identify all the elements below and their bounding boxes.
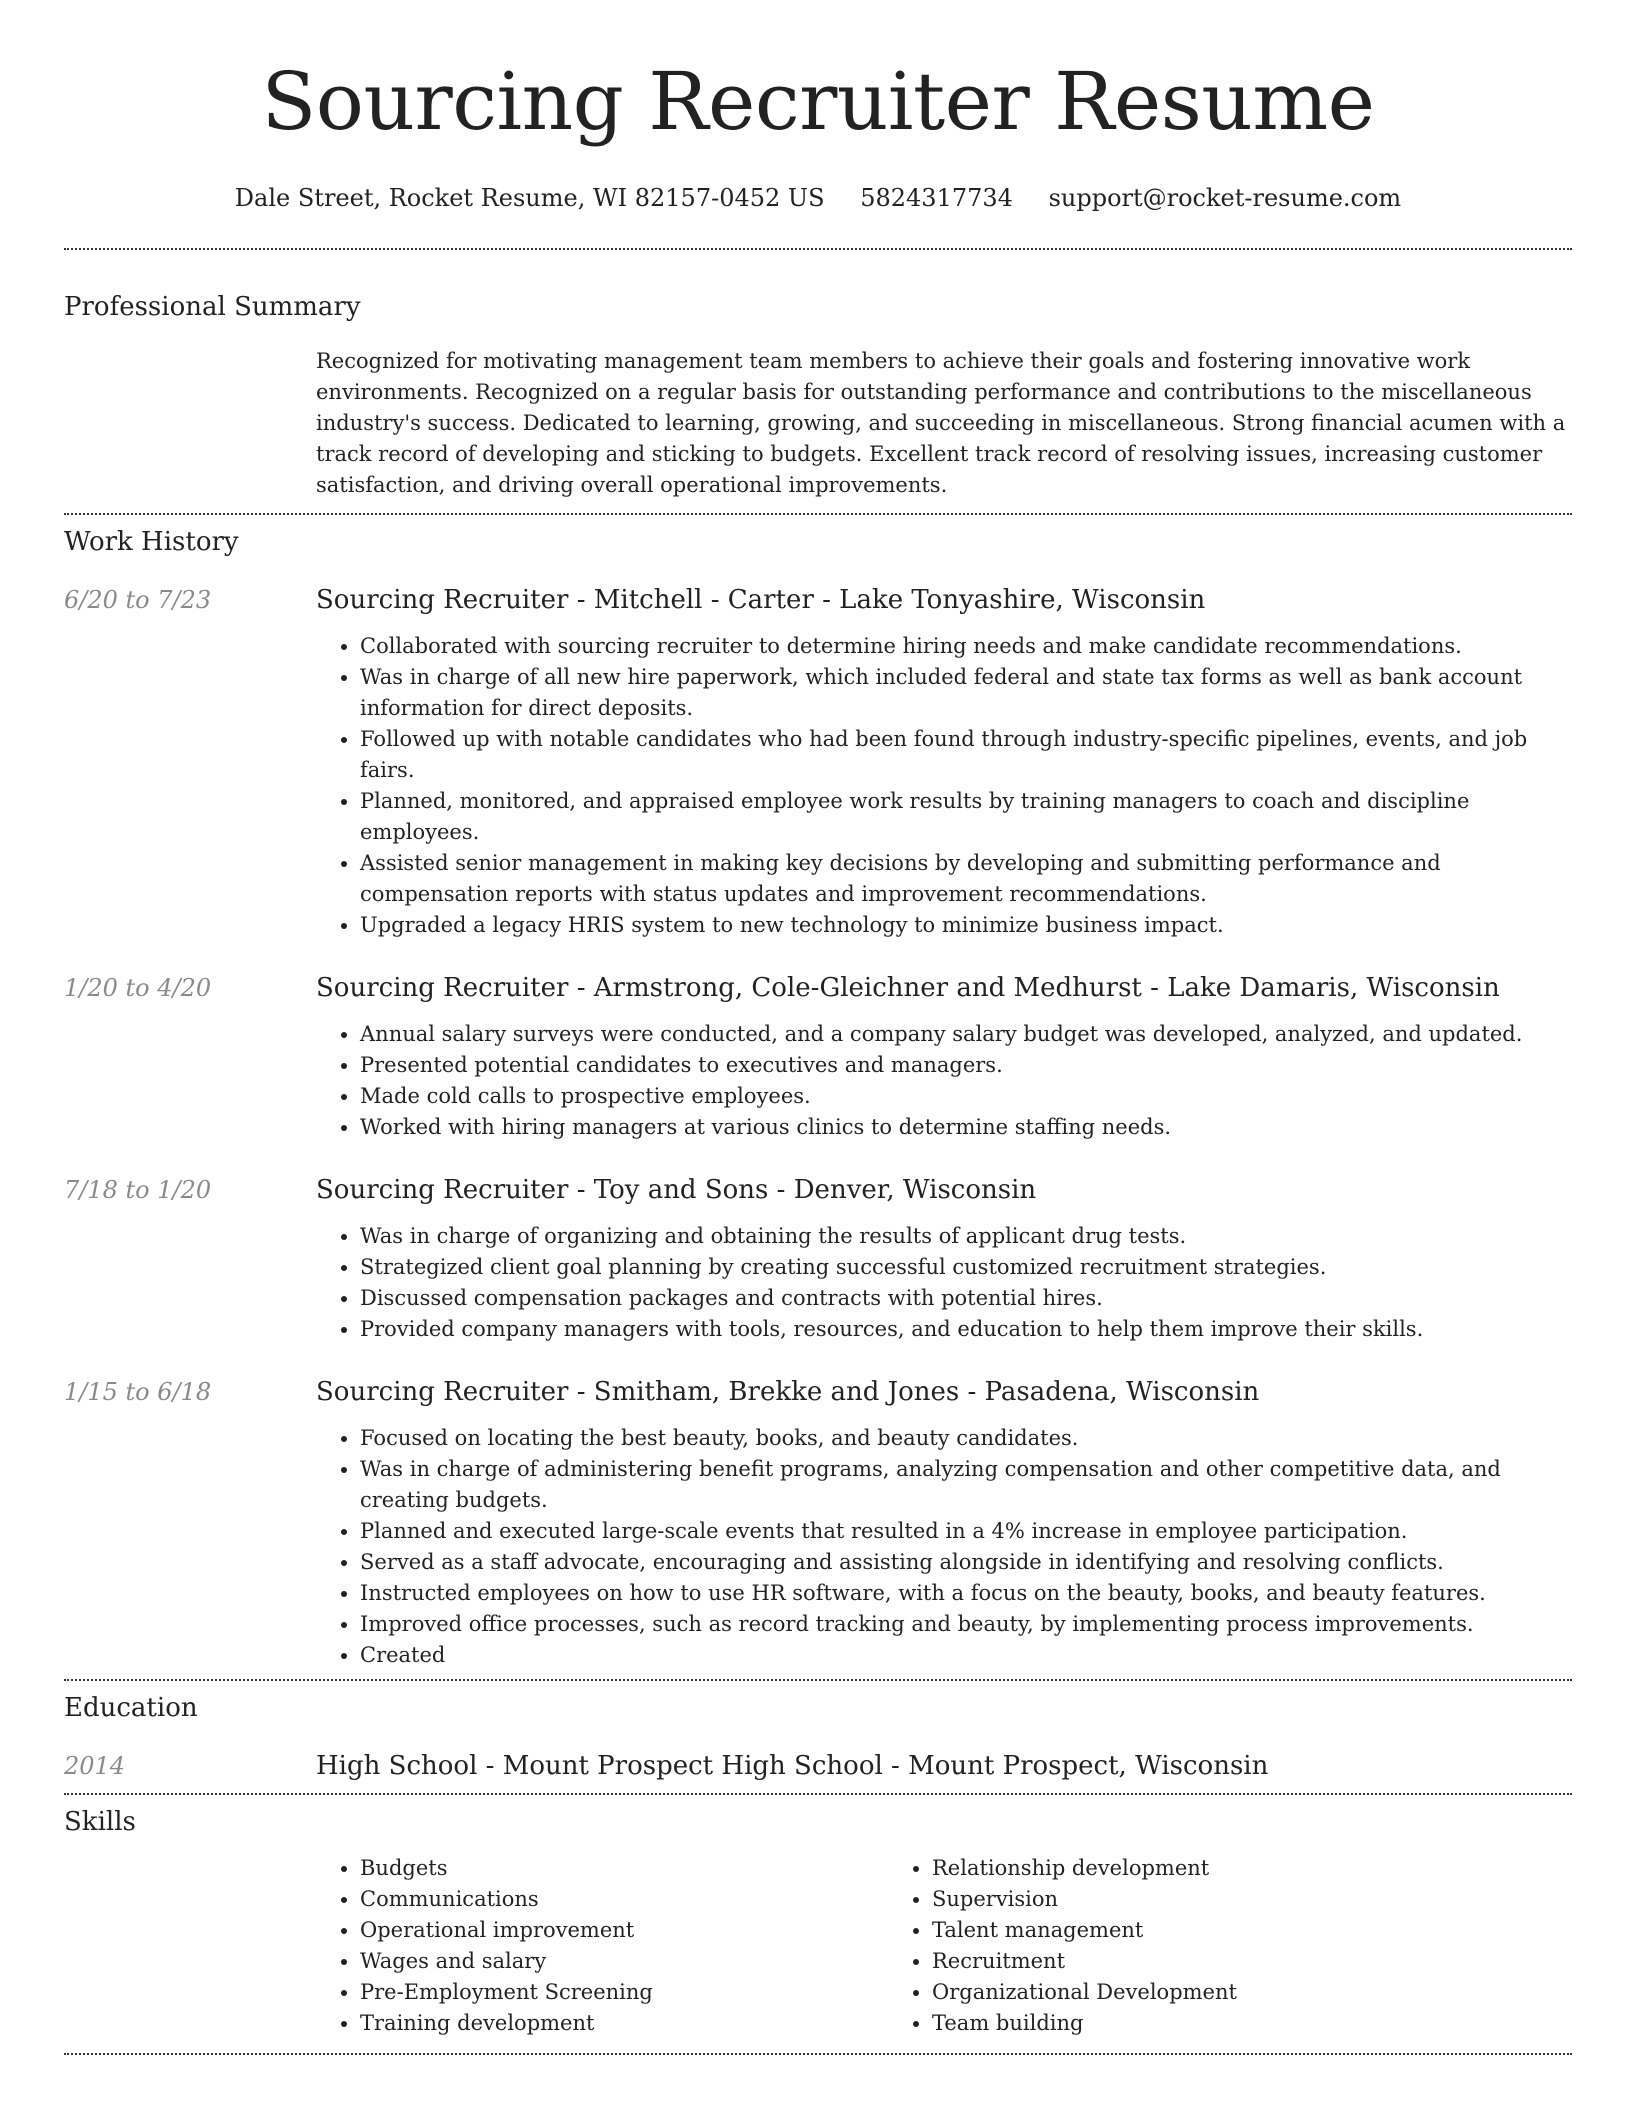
resume-page [64, 0, 1572, 2055]
skill-item: • Organizational Development [932, 1977, 1237, 2008]
list-item: • Planned and executed large-scale events that resulted in a 4% increase in employee participation. [360, 1516, 1572, 1547]
list-item: • Discussed compensation packages and contracts with potential hires. [360, 1283, 1572, 1314]
education-title: High School - Mount Prospect High School - Mount Prospect, Wisconsin [316, 1751, 1269, 1781]
job-bullets [316, 631, 1572, 941]
job-dates: 7/18 to 1/20 [64, 1176, 212, 1204]
list-item: • Upgraded a legacy HRIS system to new technology to minimize business impact. [360, 910, 1572, 941]
divider [64, 1793, 1572, 1795]
resume-title: Sourcing Recruiter Resume [261, 55, 1375, 148]
job-bullets [316, 1019, 1572, 1143]
section-heading-education: Education [64, 1693, 198, 1723]
list-item: • Presented potential candidates to executives and managers. [360, 1050, 1572, 1081]
divider [64, 513, 1572, 515]
skill-item: • Training development [360, 2008, 932, 2039]
contact-line [64, 182, 1572, 214]
job-entry [64, 971, 1572, 1143]
education-entry [64, 1749, 1572, 1783]
summary-section [64, 290, 1572, 501]
divider [64, 2053, 1572, 2055]
list-item: • Was in charge of administering benefit programs, analyzing compensation and other competitive data, and creating budgets. [360, 1454, 1572, 1516]
contact-phone: 5824317734 [860, 184, 1013, 212]
job-bullets [316, 1423, 1572, 1671]
job-title: Sourcing Recruiter - Smitham, Brekke and Jones - Pasadena, Wisconsin [316, 1377, 1260, 1407]
education-year: 2014 [64, 1752, 126, 1780]
skill-item: • Communications [360, 1884, 932, 1915]
skill-item: • Wages and salary [360, 1946, 932, 1977]
skills-list-right [888, 1853, 1237, 2039]
job-title: Sourcing Recruiter - Toy and Sons - Denver, Wisconsin [316, 1175, 1037, 1205]
job-dates: 1/15 to 6/18 [64, 1378, 212, 1406]
job-entry [64, 1375, 1572, 1671]
list-item: • Planned, monitored, and appraised employee work results by training managers to coach and discipline employees. [360, 786, 1572, 848]
job-title: Sourcing Recruiter - Armstrong, Cole-Gleichner and Medhurst - Lake Damaris, Wisconsin [316, 973, 1500, 1003]
list-item: • Created [360, 1640, 1572, 1671]
job-title: Sourcing Recruiter - Mitchell - Carter - Lake Tonyashire, Wisconsin [316, 585, 1206, 615]
list-item: • Assisted senior management in making key decisions by developing and submitting performance and compensation reports with status updates and improvement recommendations. [360, 848, 1572, 910]
skill-item: • Supervision [932, 1884, 1237, 1915]
job-bullets [316, 1221, 1572, 1345]
section-heading-work: Work History [64, 527, 239, 557]
list-item: • Followed up with notable candidates who had been found through industry-specific pipelines, events, and job fairs. [360, 724, 1572, 786]
divider [64, 248, 1572, 250]
job-entry [64, 583, 1572, 941]
list-item: • Improved office processes, such as record tracking and beauty, by implementing process improvements. [360, 1609, 1572, 1640]
list-item: • Was in charge of organizing and obtaining the results of applicant drug tests. [360, 1221, 1572, 1252]
skills-section [64, 1805, 1572, 2039]
job-entry [64, 1173, 1572, 1345]
contact-email: support@rocket-resume.com [1048, 184, 1402, 212]
list-item: • Made cold calls to prospective employees. [360, 1081, 1572, 1112]
skill-item: • Pre-Employment Screening [360, 1977, 932, 2008]
list-item: • Annual salary surveys were conducted, and a company salary budget was developed, analyzed, and updated. [360, 1019, 1572, 1050]
contact-address: Dale Street, Rocket Resume, WI 82157-0452 US [234, 184, 825, 212]
job-dates: 1/20 to 4/20 [64, 974, 212, 1002]
list-item: • Worked with hiring managers at various clinics to determine staffing needs. [360, 1112, 1572, 1143]
list-item: • Instructed employees on how to use HR software, with a focus on the beauty, books, and beauty features. [360, 1578, 1572, 1609]
divider [64, 1679, 1572, 1681]
list-item: • Strategized client goal planning by creating successful customized recruitment strategies. [360, 1252, 1572, 1283]
section-heading-summary: Professional Summary [64, 292, 361, 322]
skills-columns [316, 1853, 1572, 2039]
list-item: • Collaborated with sourcing recruiter to determine hiring needs and make candidate recommendations. [360, 631, 1572, 662]
skill-item: • Budgets [360, 1853, 932, 1884]
skill-item: • Talent management [932, 1915, 1237, 1946]
list-item: • Served as a staff advocate, encouraging and assisting alongside in identifying and resolving conflicts. [360, 1547, 1572, 1578]
skills-list-left [316, 1853, 932, 2039]
section-heading-skills: Skills [64, 1807, 136, 1837]
skill-item: • Operational improvement [360, 1915, 932, 1946]
skill-item: • Relationship development [932, 1853, 1237, 1884]
work-history-section [64, 525, 1572, 1671]
summary-text: Recognized for motivating management team members to achieve their goals and fostering innovative work environments. Recognized on a regular basis for outstanding performance and contributions to the miscellaneous industry's success. Dedicated to learning, growing, and succeeding in miscellaneous. Strong financial acumen with a track record of developing and sticking to budgets. Excellent track record of resolving issues, increasing customer satisfaction, and driving overall operational improvements. [316, 349, 1566, 497]
list-item: • Focused on locating the best beauty, books, and beauty candidates. [360, 1423, 1572, 1454]
education-section [64, 1691, 1572, 1783]
skill-item: • Team building [932, 2008, 1237, 2039]
list-item: • Provided company managers with tools, resources, and education to help them improve their skills. [360, 1314, 1572, 1345]
job-dates: 6/20 to 7/23 [64, 586, 212, 614]
skill-item: • Recruitment [932, 1946, 1237, 1977]
list-item: • Was in charge of all new hire paperwork, which included federal and state tax forms as well as bank account information for direct deposits. [360, 662, 1572, 724]
